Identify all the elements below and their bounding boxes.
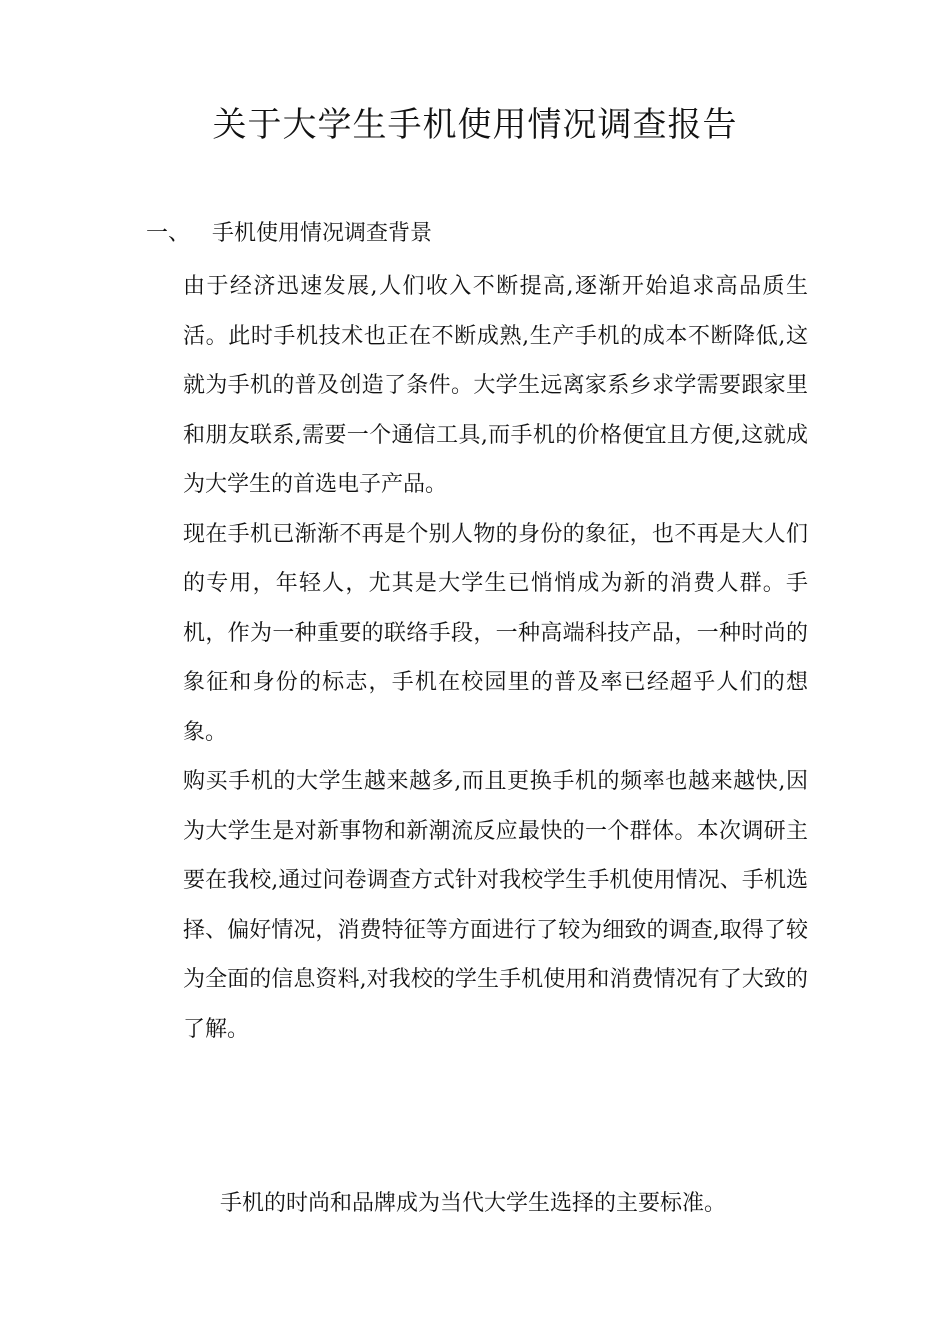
paragraph-status-symbol: 现在手机已渐渐不再是个别人物的身份的象征，也不再是大人们的专用，年轻人，尤其是大学生已悄悄成为新的消费人群。手机，作为一种重要的联络手段，一种高端科技产品，一种时尚的象征和身份的标志，手机在校园里的普及率已经超乎人们的想象。 — [183, 521, 808, 745]
paragraph-background: 由于经济迅速发展,人们收入不断提高,逐渐开始追求高品质生活。此时手机技术也正在不断成熟,生产手机的成本不断降低,这就为手机的普及创造了条件。大学生远离家系乡求学需要跟家里和朋友联系,需要一个通信工具,而手机的价格便宜且方便,这就成为大学生的首选电子产品。 — [183, 274, 808, 497]
section-body — [183, 262, 808, 1054]
section-heading-text: 手机使用情况调查背景 — [212, 221, 433, 246]
section-heading — [146, 214, 432, 254]
paragraph-survey-scope: 购买手机的大学生越来越多,而且更换手机的频率也越来越快,因为大学生是对新事物和新潮流反应最快的一个群体。本次调研主要在我校,通过问卷调查方式针对我校学生手机使用情况、手机选择、偏好情况，消费特征等方面进行了较为细致的调查,取得了较为全面的信息资料,对我校的学生手机使用和消费情况有了大致的了解。 — [183, 769, 808, 1042]
page-title: 关于大学生手机使用情况调查报告 — [212, 105, 738, 145]
closing-statement: 手机的时尚和品牌成为当代大学生选择的主要标准。 — [220, 1191, 727, 1216]
section-number: 一、 — [146, 221, 191, 246]
